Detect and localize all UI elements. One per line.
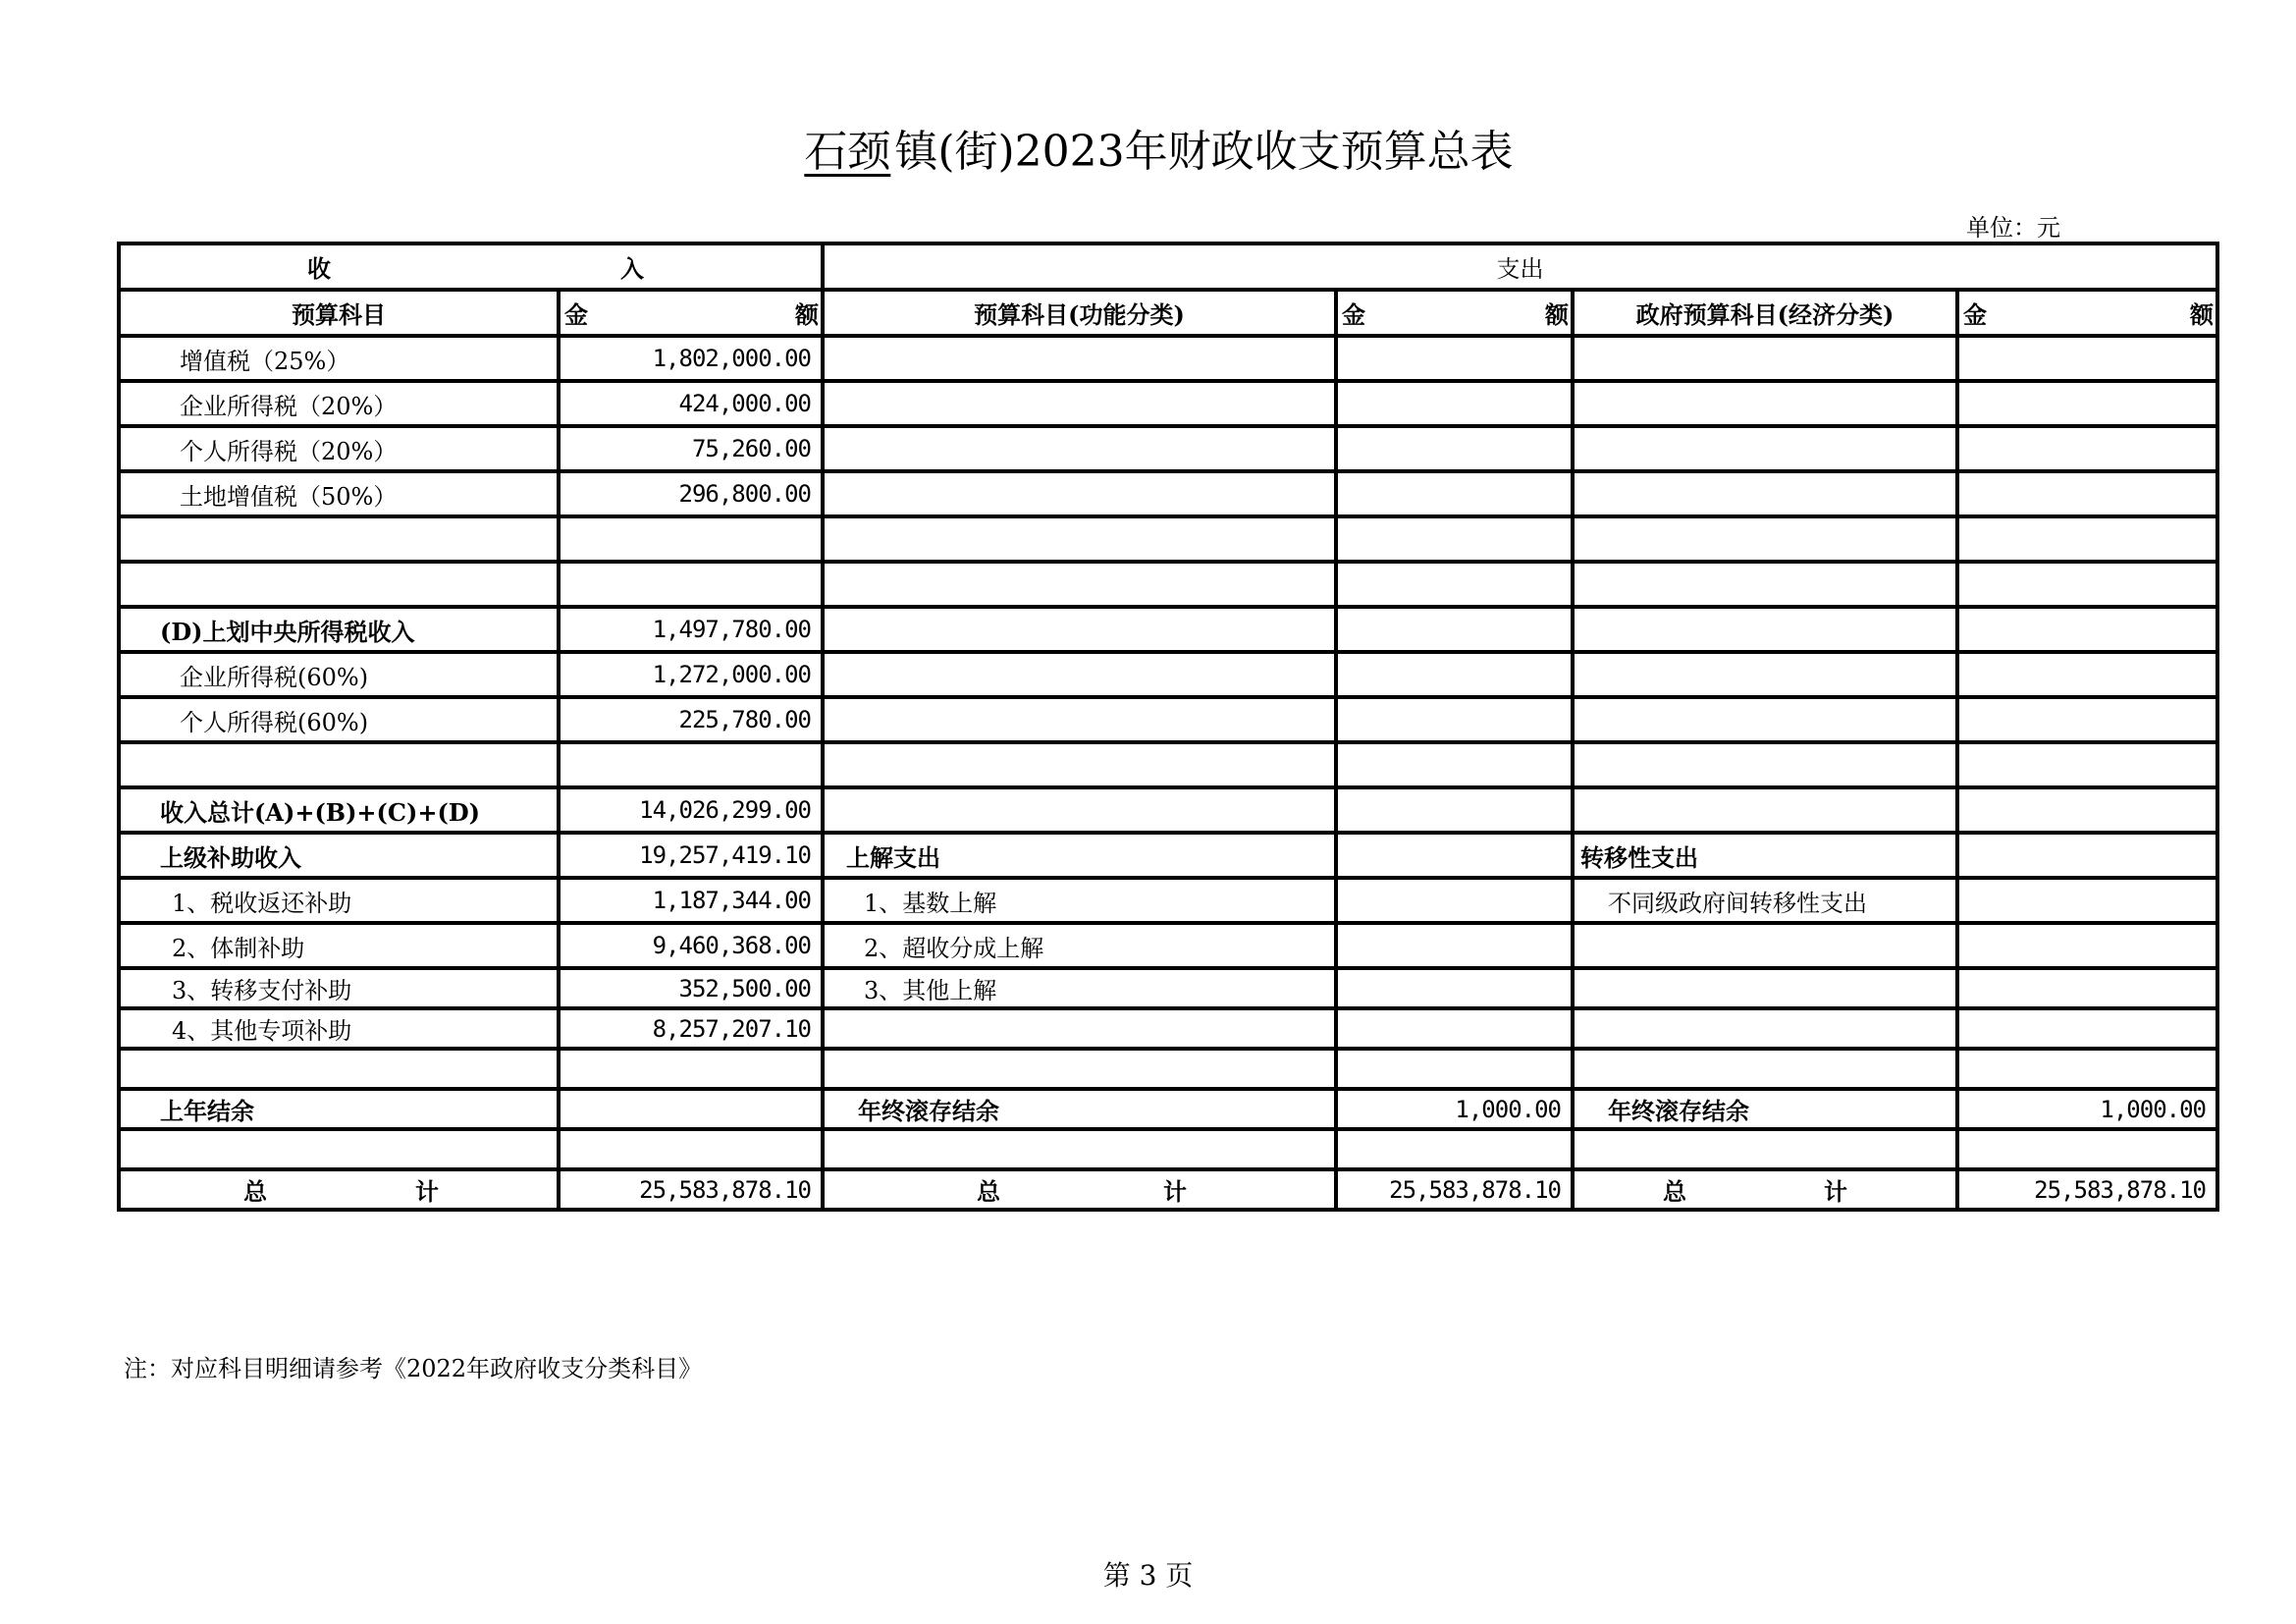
- functional-amount: [1336, 516, 1573, 562]
- functional-amount: 1,000.00: [1336, 1089, 1573, 1129]
- table-row: [119, 1008, 2217, 1049]
- economic-amount: [1957, 607, 2217, 652]
- income-label: [119, 516, 559, 562]
- income-label: 土地增值税（50%）: [119, 471, 559, 516]
- income-label: 2、体制补助: [119, 923, 559, 968]
- economic-label: 不同级政府间转移性支出: [1573, 878, 1957, 923]
- income-label: [119, 562, 559, 607]
- income-label: 个人所得税（20%）: [119, 426, 559, 471]
- income-amount: [559, 1089, 823, 1129]
- economic-label: [1573, 787, 1957, 833]
- income-amount: 296,800.00: [559, 471, 823, 516]
- table-row: [119, 426, 2217, 471]
- economic-label: [1573, 1008, 1957, 1049]
- economic-label: 转移性支出: [1573, 833, 1957, 878]
- functional-amount: [1336, 742, 1573, 787]
- table-row: [119, 471, 2217, 516]
- functional-label: [823, 742, 1336, 787]
- functional-amount: [1336, 923, 1573, 968]
- income-amount-header: 金 额: [559, 290, 823, 336]
- functional-amount: [1336, 833, 1573, 878]
- income-amount: 1,802,000.00: [559, 336, 823, 381]
- title-suffix: 镇(街)2023年财政收支预算总表: [894, 127, 1514, 177]
- functional-label: [823, 471, 1336, 516]
- functional-label: [823, 607, 1336, 652]
- functional-amount-header: 金 额: [1336, 290, 1573, 336]
- economic-amount: [1957, 381, 2217, 426]
- functional-amount: [1336, 336, 1573, 381]
- economic-label: [1573, 426, 1957, 471]
- income-group-header: 收 入: [119, 244, 823, 290]
- expense-group-header: 支出: [823, 244, 2217, 290]
- income-label: 上年结余: [119, 1089, 559, 1129]
- functional-label: 2、超收分成上解: [823, 923, 1336, 968]
- income-label: 增值税（25%）: [119, 336, 559, 381]
- functional-label: 上解支出: [823, 833, 1336, 878]
- town-name: 石颈: [804, 127, 891, 177]
- functional-total-label: 总 计: [823, 1169, 1336, 1210]
- budget-summary-table: [117, 242, 2219, 1212]
- table-row: [119, 878, 2217, 923]
- functional-amount: [1336, 562, 1573, 607]
- economic-label: [1573, 697, 1957, 742]
- functional-label: 3、其他上解: [823, 968, 1336, 1008]
- economic-label: [1573, 968, 1957, 1008]
- income-label: [119, 1049, 559, 1089]
- income-label: 个人所得税(60%): [119, 697, 559, 742]
- functional-label: 年终滚存结余: [823, 1089, 1336, 1129]
- functional-amount: [1336, 1008, 1573, 1049]
- table-row: [119, 1089, 2217, 1129]
- income-amount: [559, 1129, 823, 1169]
- economic-amount: [1957, 1008, 2217, 1049]
- functional-amount: [1336, 652, 1573, 697]
- table-row: [119, 742, 2217, 787]
- functional-subject-header: 预算科目(功能分类): [823, 290, 1336, 336]
- income-label: 企业所得税（20%）: [119, 381, 559, 426]
- income-label: [119, 1129, 559, 1169]
- footnote: 注：对应科目明细请参考《2022年政府收支分类科目》: [124, 1355, 703, 1382]
- table-row: [119, 652, 2217, 697]
- economic-amount: [1957, 878, 2217, 923]
- income-label: 4、其他专项补助: [119, 1008, 559, 1049]
- functional-label: [823, 516, 1336, 562]
- table-row: [119, 562, 2217, 607]
- economic-subject-header: 政府预算科目(经济分类): [1573, 290, 1957, 336]
- income-amount: 1,187,344.00: [559, 878, 823, 923]
- functional-amount: [1336, 381, 1573, 426]
- income-amount: 424,000.00: [559, 381, 823, 426]
- functional-label: [823, 697, 1336, 742]
- income-amount: [559, 562, 823, 607]
- economic-label: [1573, 607, 1957, 652]
- income-label: 1、税收返还补助: [119, 878, 559, 923]
- economic-amount: [1957, 652, 2217, 697]
- functional-label: [823, 1129, 1336, 1169]
- table-row: [119, 787, 2217, 833]
- income-label: 收入总计(A)+(B)+(C)+(D): [119, 787, 559, 833]
- economic-label: [1573, 1129, 1957, 1169]
- page-title: [0, 116, 2296, 179]
- page-number: 第 3 页: [1102, 1559, 1194, 1592]
- economic-amount: [1957, 336, 2217, 381]
- economic-label: [1573, 652, 1957, 697]
- table-row: [119, 833, 2217, 878]
- table-row: [119, 968, 2217, 1008]
- functional-amount: [1336, 471, 1573, 516]
- income-amount: [559, 1049, 823, 1089]
- functional-label: [823, 336, 1336, 381]
- header-row-group: [119, 244, 2217, 290]
- functional-label: [823, 1049, 1336, 1089]
- functional-amount: [1336, 426, 1573, 471]
- economic-amount: [1957, 471, 2217, 516]
- economic-amount: [1957, 787, 2217, 833]
- economic-amount: [1957, 697, 2217, 742]
- income-total-label: 总 计: [119, 1169, 559, 1210]
- functional-amount: [1336, 697, 1573, 742]
- economic-amount: [1957, 426, 2217, 471]
- economic-amount: [1957, 923, 2217, 968]
- income-label: 上级补助收入: [119, 833, 559, 878]
- income-subject-header: 预算科目: [119, 290, 559, 336]
- income-amount: [559, 516, 823, 562]
- economic-amount: [1957, 968, 2217, 1008]
- income-amount: 1,272,000.00: [559, 652, 823, 697]
- economic-amount-header: 金 额: [1957, 290, 2217, 336]
- economic-label: [1573, 742, 1957, 787]
- income-amount: 9,460,368.00: [559, 923, 823, 968]
- functional-amount: [1336, 1049, 1573, 1089]
- table-row: [119, 516, 2217, 562]
- functional-label: [823, 652, 1336, 697]
- functional-amount: [1336, 968, 1573, 1008]
- economic-amount: [1957, 833, 2217, 878]
- table-row: [119, 1129, 2217, 1169]
- income-label: [119, 742, 559, 787]
- income-label: 3、转移支付补助: [119, 968, 559, 1008]
- table-row: [119, 923, 2217, 968]
- economic-label: [1573, 562, 1957, 607]
- economic-label: [1573, 336, 1957, 381]
- economic-amount: [1957, 1049, 2217, 1089]
- income-amount: 14,026,299.00: [559, 787, 823, 833]
- functional-label: [823, 381, 1336, 426]
- unit-label: 单位：元: [1966, 214, 2060, 242]
- economic-total-amount: 25,583,878.10: [1957, 1169, 2217, 1210]
- functional-amount: [1336, 607, 1573, 652]
- economic-label: [1573, 471, 1957, 516]
- economic-label: 年终滚存结余: [1573, 1089, 1957, 1129]
- economic-amount: 1,000.00: [1957, 1089, 2217, 1129]
- functional-label: [823, 562, 1336, 607]
- table-row: [119, 381, 2217, 426]
- functional-total-amount: 25,583,878.10: [1336, 1169, 1573, 1210]
- table-row: [119, 1049, 2217, 1089]
- economic-amount: [1957, 1129, 2217, 1169]
- income-amount: 1,497,780.00: [559, 607, 823, 652]
- economic-amount: [1957, 516, 2217, 562]
- economic-label: [1573, 1049, 1957, 1089]
- table-row: [119, 607, 2217, 652]
- economic-label: [1573, 516, 1957, 562]
- economic-amount: [1957, 562, 2217, 607]
- functional-label: [823, 426, 1336, 471]
- functional-label: [823, 787, 1336, 833]
- income-label: 企业所得税(60%): [119, 652, 559, 697]
- table-row: [119, 336, 2217, 381]
- functional-label: [823, 1008, 1336, 1049]
- income-total-amount: 25,583,878.10: [559, 1169, 823, 1210]
- economic-total-label: 总 计: [1573, 1169, 1957, 1210]
- income-amount: 352,500.00: [559, 968, 823, 1008]
- income-amount: 8,257,207.10: [559, 1008, 823, 1049]
- income-label: (D)上划中央所得税收入: [119, 607, 559, 652]
- economic-label: [1573, 923, 1957, 968]
- income-amount: 19,257,419.10: [559, 833, 823, 878]
- income-amount: [559, 742, 823, 787]
- functional-amount: [1336, 1129, 1573, 1169]
- header-row-columns: [119, 290, 2217, 336]
- income-amount: 225,780.00: [559, 697, 823, 742]
- functional-amount: [1336, 787, 1573, 833]
- total-row: [119, 1169, 2217, 1210]
- economic-amount: [1957, 742, 2217, 787]
- table-row: [119, 697, 2217, 742]
- functional-label: 1、基数上解: [823, 878, 1336, 923]
- functional-amount: [1336, 878, 1573, 923]
- economic-label: [1573, 381, 1957, 426]
- income-amount: 75,260.00: [559, 426, 823, 471]
